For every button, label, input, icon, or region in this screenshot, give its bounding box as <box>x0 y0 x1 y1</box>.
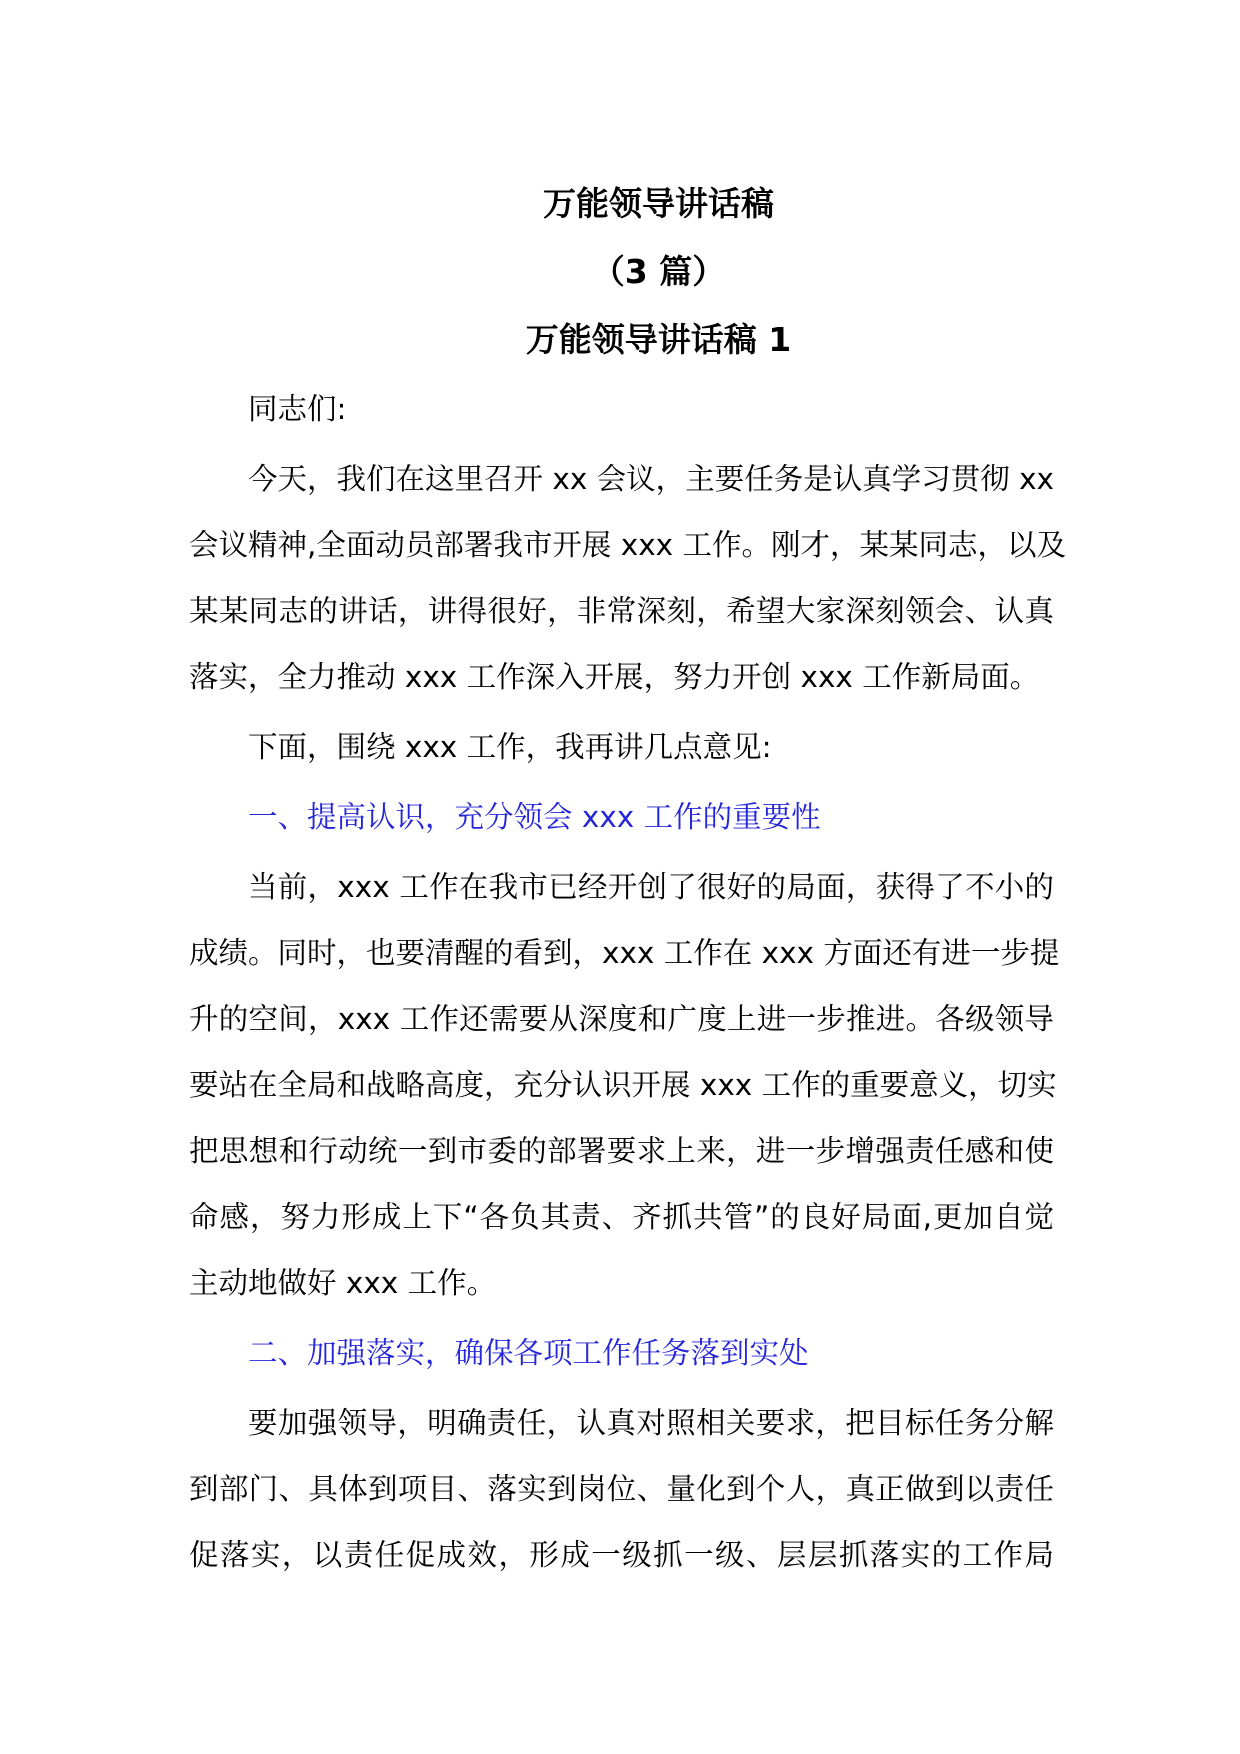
paragraph-line: 当前，xxx 工作在我市已经开创了很好的局面，获得了不小的 <box>248 870 1054 904</box>
paragraph-line: 要站在全局和战略高度，充分认识开展 xxx 工作的重要意义，切实 <box>189 1068 1057 1102</box>
paragraph-line: 到部门、具体到项目、落实到岗位、量化到个人，真正做到以责任 <box>189 1472 1054 1506</box>
transition-paragraph <box>189 714 1054 780</box>
document-body <box>189 170 1067 1588</box>
paragraph-line: 下面，围绕 xxx 工作，我再讲几点意见: <box>248 730 772 764</box>
paragraph-line: 落实，全力推动 xxx 工作深入开展，努力开创 xxx 工作新局面。 <box>189 660 1040 694</box>
paragraph-line: 把思想和行动统一到市委的部署要求上来，进一步增强责任感和使 <box>189 1134 1054 1168</box>
paragraph-line: 成绩。同时，也要清醒的看到，xxx 工作在 xxx 方面还有进一步提 <box>189 936 1060 970</box>
paragraph-line: 今天，我们在这里召开 xx 会议，主要任务是认真学习贯彻 xx <box>248 462 1054 496</box>
section-title: 万能领导讲话稿 1 <box>525 320 792 359</box>
document-subtitle: （3 篇） <box>591 252 726 291</box>
section-heading: 二、加强落实，确保各项工作任务落到实处 <box>248 1336 809 1370</box>
greeting-line: 同志们: <box>248 392 347 426</box>
paragraph-line: 某某同志的讲话，讲得很好，非常深刻，希望大家深刻领会、认真 <box>189 594 1054 628</box>
document-title: 万能领导讲话稿 <box>543 184 774 223</box>
paragraph-line: 会议精神,全面动员部署我市开展 xxx 工作。刚才，某某同志，以及 <box>189 528 1067 562</box>
section-heading: 一、提高认识，充分领会 xxx 工作的重要性 <box>248 800 821 834</box>
greeting-paragraph <box>189 376 1054 442</box>
intro-paragraph <box>189 446 1067 710</box>
section-1-paragraph <box>189 854 1060 1316</box>
paragraph-line: 要加强领导，明确责任，认真对照相关要求，把目标任务分解 <box>248 1406 1054 1440</box>
paragraph-line: 升的空间，xxx 工作还需要从深度和广度上进一步推进。各级领导 <box>189 1002 1054 1036</box>
paragraph-line: 主动地做好 xxx 工作。 <box>189 1266 497 1300</box>
paragraph-line: 促落实，以责任促成效，形成一级抓一级、层层抓落实的工作局 <box>189 1538 1054 1572</box>
paragraph-line: 命感，努力形成上下“各负其责、齐抓共管”的良好局面,更加自觉 <box>189 1200 1054 1234</box>
section-2-paragraph <box>189 1390 1054 1588</box>
heading-1 <box>189 784 1054 850</box>
heading-2 <box>189 1320 1054 1386</box>
